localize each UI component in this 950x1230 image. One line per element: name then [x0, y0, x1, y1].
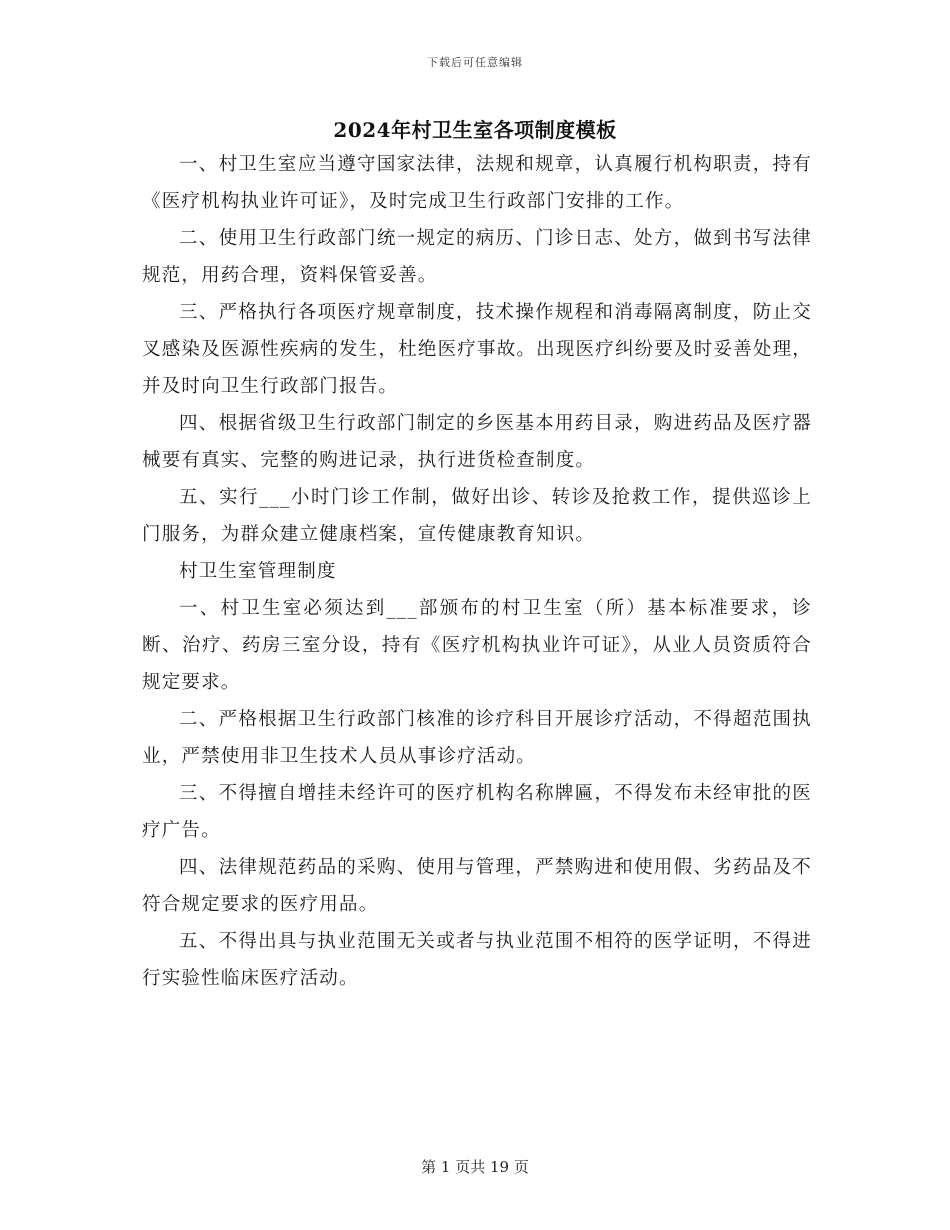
paragraph-2: 二、使用卫生行政部门统一规定的病历、门诊日志、处方，做到书写法律规范，用药合理，资料保管妥善。 [142, 228, 812, 286]
paragraph-5: 五、实行___小时门诊工作制，做好出诊、转诊及抢救工作，提供巡诊上门服务，为群众建立健康档案，宣传健康教育知识。 [142, 487, 812, 545]
section-heading: 村卫生室管理制度 [179, 561, 337, 582]
header-note: 下载后可任意编辑 [427, 56, 523, 69]
document-body [142, 146, 812, 997]
paragraph-9: 四、法律规范药品的采购、使用与管理，严禁购进和使用假、劣药品及不符合规定要求的医疗用品。 [142, 857, 812, 915]
paragraph-8: 三、不得擅自增挂未经许可的医疗机构名称牌匾，不得发布未经审批的医疗广告。 [142, 783, 812, 841]
page-footer: 第 1 页共 19 页 [421, 1158, 529, 1176]
paragraph-3: 三、严格执行各项医疗规章制度，技术操作规程和消毒隔离制度，防止交叉感染及医源性疾病的发生，杜绝医疗事故。出现医疗纠纷要及时妥善处理，并及时向卫生行政部门报告。 [142, 302, 812, 397]
paragraph-7: 二、严格根据卫生行政部门核准的诊疗科目开展诊疗活动，不得超范围执业，严禁使用非卫生技术人员从事诊疗活动。 [142, 709, 812, 767]
paragraph-10: 五、不得出具与执业范围无关或者与执业范围不相符的医学证明，不得进行实验性临床医疗活动。 [142, 931, 812, 989]
paragraph-4: 四、根据省级卫生行政部门制定的乡医基本用药目录，购进药品及医疗器械要有真实、完整的购进记录，执行进货检查制度。 [142, 413, 812, 471]
document-title: 2024年村卫生室各项制度模板 [333, 118, 617, 142]
paragraph-6: 一、村卫生室必须达到___部颁布的村卫生室（所）基本标准要求，诊断、治疗、药房三室分设，持有《医疗机构执业许可证》，从业人员资质符合规定要求。 [142, 598, 812, 693]
paragraph-1: 一、村卫生室应当遵守国家法律，法规和规章，认真履行机构职责，持有《医疗机构执业许可证》，及时完成卫生行政部门安排的工作。 [142, 154, 812, 212]
